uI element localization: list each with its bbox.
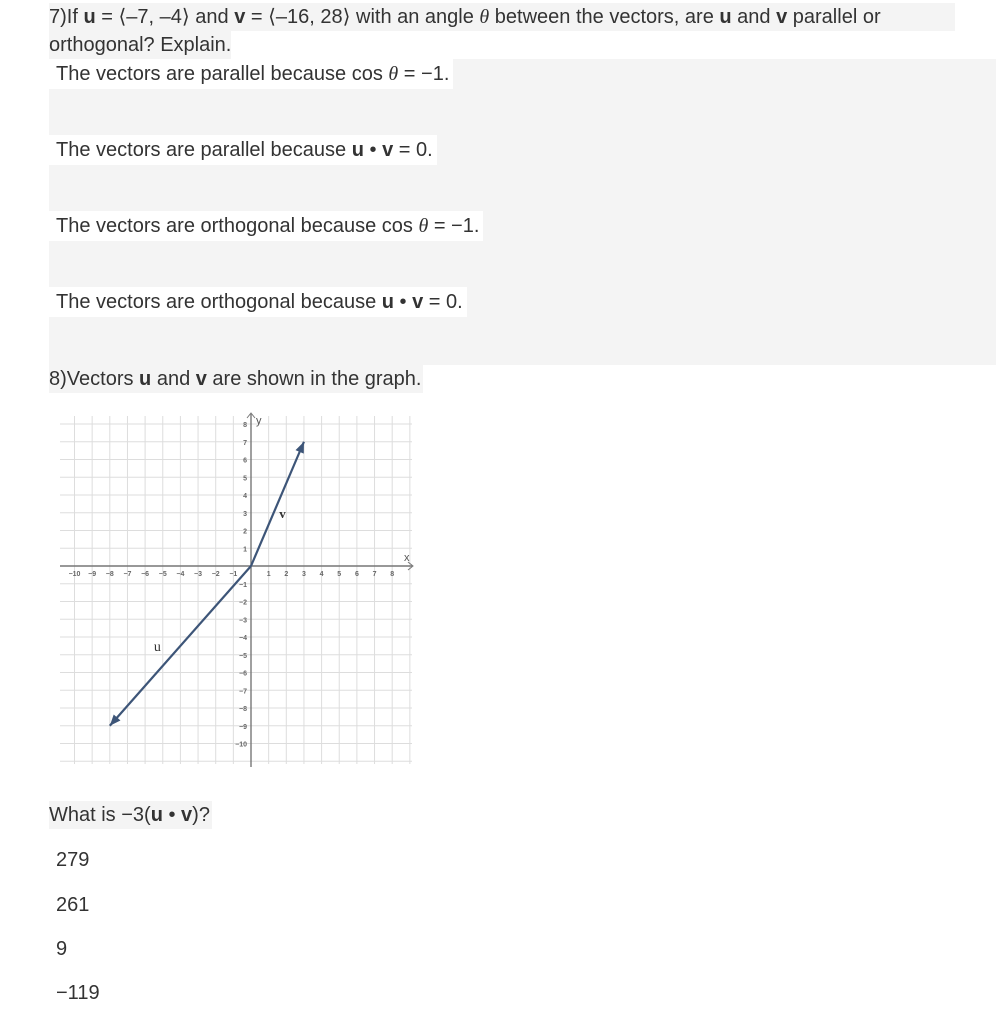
question-8-question: What is −3(u • v)? [49, 801, 212, 829]
y-tick-label: 4 [243, 493, 247, 500]
y-tick-label: −3 [239, 617, 247, 625]
question-7-line-2: orthogonal? Explain. [49, 31, 231, 59]
y-tick-label: 2 [243, 528, 247, 536]
x-tick-label: −3 [194, 571, 203, 578]
x-tick-label: −7 [123, 571, 132, 578]
choice-parallel-dot[interactable]: The vectors are parallel because u • v = 0. [49, 135, 437, 165]
question-7-line-1: 7)If u = ⟨–7, –4⟩ and v = ⟨–16, 28⟩ with an angle θ between the vectors, are u and v parallel or [49, 3, 955, 31]
y-tick-label: −9 [239, 723, 247, 731]
answer-choice-4[interactable]: −119 [56, 982, 100, 1004]
x-tick-label: −10 [68, 571, 81, 578]
x-tick-label: −5 [158, 571, 167, 578]
answer-choice-2[interactable]: 261 [56, 894, 90, 916]
y-tick-label: −10 [235, 741, 247, 749]
question-number: 7) [49, 6, 67, 28]
y-tick-label: −2 [239, 599, 247, 607]
x-tick-label: −2 [211, 571, 220, 578]
x-tick-label: 2 [284, 571, 289, 578]
x-tick-label: −6 [141, 571, 150, 578]
x-tick-label: −1 [229, 571, 238, 578]
x-tick-label: 3 [301, 571, 306, 578]
y-tick-label: 5 [243, 475, 247, 483]
x-tick-label: −9 [88, 571, 97, 578]
x-tick-label: 6 [354, 571, 359, 578]
y-tick-label: 7 [243, 439, 247, 447]
y-axis-label: y [256, 415, 262, 427]
answer-choice-1[interactable]: 279 [56, 849, 90, 871]
x-tick-label: 7 [372, 571, 377, 578]
vector-u-label: u [153, 639, 161, 655]
y-tick-label: −8 [239, 706, 247, 713]
x-tick-label: −8 [105, 571, 114, 578]
y-tick-label: 8 [243, 422, 247, 429]
x-tick-label: 5 [337, 571, 342, 578]
x-axis-label: x [404, 552, 410, 564]
choice-orthogonal-cos[interactable]: The vectors are orthogonal because cos θ = −1. [49, 211, 483, 241]
y-tick-label: 6 [243, 457, 247, 465]
y-tick-label: −1 [239, 581, 247, 589]
x-tick-label: 1 [266, 571, 271, 578]
y-tick-label: −4 [239, 635, 247, 642]
coordinate-plane [58, 412, 414, 768]
y-tick-label: −6 [239, 670, 247, 678]
y-tick-label: −5 [239, 652, 247, 660]
choice-parallel-cos[interactable]: The vectors are parallel because cos θ = −1. [49, 59, 453, 89]
grid [58, 412, 412, 764]
vector-v-label: v [279, 505, 286, 521]
arrowhead-icon [295, 442, 303, 454]
y-tick-label: 3 [243, 510, 247, 518]
y-tick-label: −7 [239, 688, 247, 696]
y-tick-label: 1 [243, 546, 247, 554]
axes [60, 413, 413, 767]
vector-v [251, 442, 304, 566]
x-tick-label: 8 [390, 571, 395, 578]
x-tick-label: 4 [319, 571, 324, 578]
answer-choice-3[interactable]: 9 [56, 938, 68, 960]
question-8-prompt: 8)Vectors u and v are shown in the graph. [49, 365, 423, 393]
vector-graph [58, 412, 414, 768]
choice-orthogonal-dot[interactable]: The vectors are orthogonal because u • v = 0. [49, 287, 467, 317]
x-tick-label: −4 [176, 571, 185, 578]
